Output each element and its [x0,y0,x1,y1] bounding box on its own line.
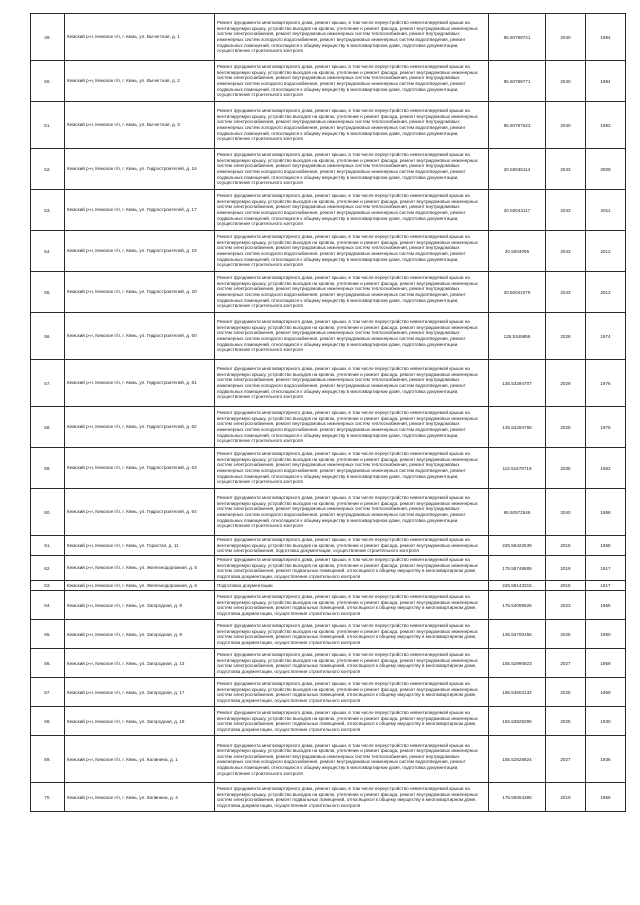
row-cost-value: 155.53828295 [489,707,546,736]
row-cost-value: 95.50572546 [489,489,546,536]
table-row [31,149,626,190]
row-cost-value: 135.53700255 [489,620,546,649]
table-row [31,707,626,736]
row-cost-value: 115.51678719 [489,448,546,489]
row-work-description: Ремонт фундамента многоквартирного дома, ремонт крыши, в том числе переустройство невентилируемой крыши на вентилируемую крышу, устройство выходов на кровлю, утепление и ремонт фасада, ремонт внутридомовых инженерных систем электроснабжения, ремонт внутридомовых инженерных систем теплоснабжения, ремонт внутридомовых инженерных систем холодного водоснабжения, ремонт внутридомовых инженерных систем водоотведения, ремонт подвальных помещений, относящихся к общему имуществу в многоквартирном доме, подготовка документации, осуществление строительного контроля [215,489,489,536]
row-build-year: 1976 [586,407,626,448]
row-address: Кемский р-н, Кемское г/п, г. Кемь, ул. Гидростроителей, д. 16 [65,149,215,190]
table-row [31,407,626,448]
row-number: 63. [31,581,65,591]
row-build-year: 2012 [586,272,626,313]
row-work-description: Ремонт фундамента многоквартирного дома, ремонт крыши, в том числе переустройство невентилируемой крыши на вентилируемую крышу, устройство выходов на кровлю, утепление и ремонт фасада, ремонт внутридомовых инженерных систем электроснабжения, ремонт внутридомовых инженерных систем теплоснабжения, ремонт внутридомовых инженерных систем холодного водоснабжения, ремонт внутридомовых инженерных систем водоотведения, ремонт подвальных помещений, относящихся к общему имуществу в многоквартирном доме, подготовка документации, осуществление строительного контроля [215,407,489,448]
table-row [31,620,626,649]
table-row [31,556,626,581]
row-build-year: 1988 [586,489,626,536]
row-work-description: Ремонт фундамента многоквартирного дома, ремонт крыши, в том числе переустройство невентилируемой крыши на вентилируемую крышу, устройство выходов на кровлю, утепление и ремонт фасада, ремонт внутридомовых инженерных систем электроснабжения, ремонт подвальных помещений, относящихся к общему имуществу в многоквартирном доме, подготовка документации, осуществление строительного контроля [215,678,489,707]
row-address: Кемский р-н, Кемское г/п, г. Кемь, ул. Вычегтная, д. 2 [65,61,215,102]
row-number: 56. [31,313,65,360]
row-planned-year: 2035 [546,448,586,489]
row-number: 59. [31,448,65,489]
row-number: 69. [31,736,65,783]
row-planned-year: 2029 [546,360,586,407]
table-row [31,231,626,272]
row-cost-value: 155.52628824 [489,736,546,783]
row-number: 49. [31,14,65,61]
row-number: 53. [31,190,65,231]
table-row [31,360,626,407]
row-work-description: Ремонт фундамента многоквартирного дома, ремонт крыши, в том числе переустройство невентилируемой крыши на вентилируемую крышу, устройство выходов на кровлю, утепление и ремонт фасада, ремонт внутридомовых инженерных систем электроснабжения, ремонт внутридомовых инженерных систем теплоснабжения, ремонт внутридомовых инженерных систем холодного водоснабжения, ремонт внутридомовых инженерных систем водоотведения, ремонт подвальных помещений, относящихся к общему имуществу в многоквартирном доме, подготовка документации, осуществление строительного контроля [215,102,489,149]
row-work-description: Ремонт фундамента многоквартирного дома, ремонт крыши, в том числе переустройство невентилируемой крыши на вентилируемую крышу, устройство выходов на кровлю, утепление и ремонт фасада, ремонт внутридомовых инженерных систем электроснабжения, подготовка документации, осуществление строительного контроля [215,536,489,556]
row-build-year: 1959 [586,678,626,707]
row-build-year: 1994 [586,14,626,61]
row-address: Кемский р-н, Кемское г/п, г. Кемь, ул. Загородная, д. 17 [65,678,215,707]
table-row [31,678,626,707]
row-address: Кемский р-н, Кемское г/п, г. Кемь, ул. Гидростроителей, д. 62 [65,407,215,448]
row-cost-value: 135.53294788 [489,407,546,448]
row-work-description: Ремонт фундамента многоквартирного дома, ремонт крыши, в том числе переустройство невентилируемой крыши на вентилируемую крышу, устройство выходов на кровлю, утепление и ремонт фасада, ремонт внутридомовых инженерных систем электроснабжения, ремонт подвальных помещений, относящихся к общему имуществу в многоквартирном доме, подготовка документации, осуществление строительного контроля [215,649,489,678]
row-work-description: Ремонт фундамента многоквартирного дома, ремонт крыши, в том числе переустройство невентилируемой крыши на вентилируемую крышу, устройство выходов на кровлю, утепление и ремонт фасада, ремонт внутридомовых инженерных систем электроснабжения, ремонт подвальных помещений, относящихся к общему имуществу в многоквартирном доме, подготовка документации, осуществление строительного контроля [215,556,489,581]
row-number: 57. [31,360,65,407]
row-work-description: Ремонт фундамента многоквартирного дома, ремонт крыши, в том числе переустройство невентилируемой крыши на вентилируемую крышу, устройство выходов на кровлю, утепление и ремонт фасада, ремонт внутридомовых инженерных систем электроснабжения, ремонт внутридомовых инженерных систем теплоснабжения, ремонт внутридомовых инженерных систем холодного водоснабжения, ремонт внутридомовых инженерных систем водоотведения, ремонт подвальных помещений, относящихся к общему имуществу в многоквартирном доме, подготовка документации, осуществление строительного контроля [215,272,489,313]
row-number: 54. [31,231,65,272]
row-planned-year: 2023 [546,591,586,620]
row-build-year: 1930 [586,707,626,736]
row-address: Кемский р-н, Кемское г/п, г. Кемь, ул. Гидростроителей, д. 60 [65,313,215,360]
row-address: Кемский р-н, Кемское г/п, г. Кемь, ул. Загородная, д. 13 [65,649,215,678]
row-planned-year: 2025 [546,620,586,649]
row-planned-year: 2027 [546,736,586,783]
row-address: Кемский р-н, Кемское г/п, г. Кемь, ул. Калинина, д. 4 [65,783,215,812]
table-row [31,591,626,620]
row-cost-value: 135.5349856 [489,313,546,360]
row-work-description: Ремонт фундамента многоквартирного дома, ремонт крыши, в том числе переустройство невентилируемой крыши на вентилируемую крышу, устройство выходов на кровлю, утепление и ремонт фасада, ремонт внутридомовых инженерных систем электроснабжения, ремонт внутридомовых инженерных систем теплоснабжения, ремонт внутридомовых инженерных систем холодного водоснабжения, ремонт внутридомовых инженерных систем водоотведения, ремонт подвальных помещений, относящихся к общему имуществу в многоквартирном доме, подготовка документации, осуществление строительного контроля [215,360,489,407]
row-address: Кемский р-н, Кемское г/п, г. Кемь, ул. Вычегтная, д. 3 [65,102,215,149]
row-cost-value: 95.50767523 [489,102,546,149]
row-build-year: 1992 [586,102,626,149]
row-build-year: 1982 [586,448,626,489]
row-planned-year: 2040 [546,489,586,536]
table-row [31,536,626,556]
row-planned-year: 2025 [546,707,586,736]
row-planned-year: 2016 [546,536,586,556]
row-work-description: Ремонт фундамента многоквартирного дома, ремонт крыши, в том числе переустройство невентилируемой крыши на вентилируемую крышу, устройство выходов на кровлю, утепление и ремонт фасада, ремонт внутридомовых инженерных систем электроснабжения, ремонт внутридомовых инженерных систем теплоснабжения, ремонт внутридомовых инженерных систем холодного водоснабжения, ремонт внутридомовых инженерных систем водоотведения, ремонт подвальных помещений, относящихся к общему имуществу в многоквартирном доме, подготовка документации, осуществление строительного контроля [215,231,489,272]
row-planned-year: 2043 [546,231,586,272]
row-planned-year: 2040 [546,14,586,61]
row-cost-value: 20.5004095 [489,231,546,272]
row-address: Кемский р-н, Кемское г/п, г. Кемь, ул. Железнодорожная, д. 5 [65,556,215,581]
row-number: 62. [31,556,65,581]
row-cost-value: 225.58143315 [489,581,546,591]
table-row [31,649,626,678]
row-work-description: Ремонт фундамента многоквартирного дома, ремонт крыши, в том числе переустройство невентилируемой крыши на вентилируемую крышу, устройство выходов на кровлю, утепление и ремонт фасада, ремонт внутридомовых инженерных систем электроснабжения, ремонт подвальных помещений, относящихся к общему имуществу в многоквартирном доме, подготовка документации, осуществление строительного контроля [215,707,489,736]
table-row [31,489,626,536]
row-cost-value: 175.54099626 [489,591,546,620]
row-address: Кемский р-н, Кемское г/п, г. Кемь, ул. Загородная, д. 19 [65,707,215,736]
row-build-year: 1936 [586,736,626,783]
row-build-year: 1965 [586,591,626,620]
row-address: Кемский р-н, Кемское г/п, г. Кемь, ул. Калинина, д. 1 [65,736,215,783]
table-row [31,61,626,102]
row-planned-year: 2043 [546,149,586,190]
row-build-year: 1994 [586,61,626,102]
row-work-description: Подготовка документации [215,581,489,591]
row-address: Кемский р-н, Кемское г/п, г. Кемь, ул. Гидростроителей, д. 64 [65,489,215,536]
table-row [31,272,626,313]
row-work-description: Ремонт фундамента многоквартирного дома, ремонт крыши, в том числе переустройство невентилируемой крыши на вентилируемую крышу, устройство выходов на кровлю, утепление и ремонт фасада, ремонт внутридомовых инженерных систем электроснабжения, ремонт подвальных помещений, относящихся к общему имуществу в многоквартирном доме, подготовка документации, осуществление строительного контроля [215,620,489,649]
row-number: 70. [31,783,65,812]
row-cost-value: 175.55064385 [489,783,546,812]
row-address: Кемский р-н, Кемское г/п, г. Кемь, ул. Гидростроителей, д. 18 [65,231,215,272]
row-build-year: 1917 [586,581,626,591]
row-build-year: 1958 [586,536,626,556]
table-row [31,190,626,231]
row-number: 60. [31,489,65,536]
row-cost-value: 185.53603132 [489,678,546,707]
row-planned-year: 2019 [546,783,586,812]
row-planned-year: 2043 [546,272,586,313]
table-row [31,14,626,61]
row-build-year: 1959 [586,649,626,678]
row-cost-value: 95.50769741 [489,14,546,61]
row-work-description: Ремонт фундамента многоквартирного дома, ремонт крыши, в том числе переустройство невентилируемой крыши на вентилируемую крышу, устройство выходов на кровлю, утепление и ремонт фасада, ремонт внутридомовых инженерных систем электроснабжения, ремонт внутридомовых инженерных систем теплоснабжения, ремонт внутридомовых инженерных систем холодного водоснабжения, ремонт внутридомовых инженерных систем водоотведения, ремонт подвальных помещений, относящихся к общему имуществу в многоквартирном доме, подготовка документации, осуществление строительного контроля [215,14,489,61]
row-number: 58. [31,407,65,448]
table-row [31,736,626,783]
row-build-year: 2012 [586,231,626,272]
row-address: Кемский р-н, Кемское г/п, г. Кемь, ул. Загородная, д. 9 [65,620,215,649]
row-address: Кемский р-н, Кемское г/п, г. Кемь, ул. Гористая, д. 11 [65,536,215,556]
row-work-description: Ремонт фундамента многоквартирного дома, ремонт крыши, в том числе переустройство невентилируемой крыши на вентилируемую крышу, устройство выходов на кровлю, утепление и ремонт фасада, ремонт внутридомовых инженерных систем электроснабжения, ремонт внутридомовых инженерных систем теплоснабжения, ремонт внутридомовых инженерных систем холодного водоснабжения, ремонт внутридомовых инженерных систем водоотведения, ремонт подвальных помещений, относящихся к общему имуществу в многоквартирном доме, подготовка документации, осуществление строительного контроля [215,149,489,190]
row-planned-year: 2028 [546,407,586,448]
row-cost-value: 20.50043117 [489,190,546,231]
row-number: 55. [31,272,65,313]
row-number: 67. [31,678,65,707]
row-build-year: 1917 [586,556,626,581]
row-number: 68. [31,707,65,736]
row-work-description: Ремонт фундамента многоквартирного дома, ремонт крыши, в том числе переустройство невентилируемой крыши на вентилируемую крышу, устройство выходов на кровлю, утепление и ремонт фасада, ремонт внутридомовых инженерных систем электроснабжения, ремонт подвальных помещений, относящихся к общему имуществу в многоквартирном доме, подготовка документации, осуществление строительного контроля [215,783,489,812]
row-planned-year: 2028 [546,313,586,360]
row-number: 61. [31,536,65,556]
row-build-year: 1980 [586,620,626,649]
table-row [31,313,626,360]
row-planned-year: 2019 [546,556,586,581]
row-address: Кемский р-н, Кемское г/п, г. Кемь, ул. Гидростроителей, д. 20 [65,272,215,313]
row-address: Кемский р-н, Кемское г/п, г. Кемь, ул. Гидростроителей, д. 17 [65,190,215,231]
row-cost-value: 95.50769771 [489,61,546,102]
row-work-description: Ремонт фундамента многоквартирного дома, ремонт крыши, в том числе переустройство невентилируемой крыши на вентилируемую крышу, устройство выходов на кровлю, утепление и ремонт фасада, ремонт внутридомовых инженерных систем электроснабжения, ремонт внутридомовых инженерных систем теплоснабжения, ремонт внутридомовых инженерных систем холодного водоснабжения, ремонт внутридомовых инженерных систем водоотведения, ремонт подвальных помещений, относящихся к общему имуществу в многоквартирном доме, подготовка документации, осуществление строительного контроля [215,313,489,360]
row-work-description: Ремонт фундамента многоквартирного дома, ремонт крыши, в том числе переустройство невентилируемой крыши на вентилируемую крышу, устройство выходов на кровлю, утепление и ремонт фасада, ремонт внутридомовых инженерных систем электроснабжения, ремонт подвальных помещений, относящихся к общему имуществу в многоквартирном доме, подготовка документации, осуществление строительного контроля [215,591,489,620]
row-number: 50. [31,61,65,102]
row-address: Кемский р-н, Кемское г/п, г. Кемь, ул. Гидростроителей, д. 63 [65,448,215,489]
row-work-description: Ремонт фундамента многоквартирного дома, ремонт крыши, в том числе переустройство невентилируемой крыши на вентилируемую крышу, устройство выходов на кровлю, утепление и ремонт фасада, ремонт внутридомовых инженерных систем электроснабжения, ремонт внутридомовых инженерных систем теплоснабжения, ремонт внутридомовых инженерных систем холодного водоснабжения, ремонт внутридомовых инженерных систем водоотведения, ремонт подвальных помещений, относящихся к общему имуществу в многоквартирном доме, подготовка документации, осуществление строительного контроля [215,61,489,102]
row-planned-year: 2040 [546,102,586,149]
row-planned-year: 2016 [546,581,586,591]
row-planned-year: 2040 [546,61,586,102]
row-cost-value: 20.50041079 [489,272,546,313]
row-address: Кемский р-н, Кемское г/п, г. Кемь, ул. Железнодорожная, д. 6 [65,581,215,591]
row-cost-value: 225.56422539 [489,536,546,556]
row-address: Кемский р-н, Кемское г/п, г. Кемь, ул. Вычегтная, д. 1 [65,14,215,61]
row-number: 64. [31,591,65,620]
row-build-year: 2009 [586,149,626,190]
row-number: 51. [31,102,65,149]
row-number: 66. [31,649,65,678]
table-body [31,14,626,812]
row-cost-value: 20.50045114 [489,149,546,190]
row-planned-year: 2025 [546,678,586,707]
table-row [31,783,626,812]
table-row [31,581,626,591]
row-work-description: Ремонт фундамента многоквартирного дома, ремонт крыши, в том числе переустройство невентилируемой крыши на вентилируемую крышу, устройство выходов на кровлю, утепление и ремонт фасада, ремонт внутридомовых инженерных систем электроснабжения, ремонт внутридомовых инженерных систем теплоснабжения, ремонт внутридомовых инженерных систем холодного водоснабжения, ремонт внутридомовых инженерных систем водоотведения, ремонт подвальных помещений, относящихся к общему имуществу в многоквартирном доме, подготовка документации, осуществление строительного контроля [215,448,489,489]
row-work-description: Ремонт фундамента многоквартирного дома, ремонт крыши, в том числе переустройство невентилируемой крыши на вентилируемую крышу, устройство выходов на кровлю, утепление и ремонт фасада, ремонт внутридомовых инженерных систем электроснабжения, ремонт внутридомовых инженерных систем теплоснабжения, ремонт внутридомовых инженерных систем холодного водоснабжения, ремонт внутридомовых инженерных систем водоотведения, ремонт подвальных помещений, относящихся к общему имуществу в многоквартирном доме, подготовка документации, осуществление строительного контроля [215,736,489,783]
table-row [31,102,626,149]
row-cost-value: 135.53294707 [489,360,546,407]
capital-repair-table [30,13,626,812]
row-planned-year: 2027 [546,649,586,678]
row-build-year: 2011 [586,190,626,231]
row-address: Кемский р-н, Кемское г/п, г. Кемь, ул. Гидростроителей, д. 61 [65,360,215,407]
row-planned-year: 2043 [546,190,586,231]
row-number: 52. [31,149,65,190]
row-cost-value: 175.55749889 [489,556,546,581]
row-build-year: 1974 [586,313,626,360]
row-cost-value: 155.52990823 [489,649,546,678]
row-work-description: Ремонт фундамента многоквартирного дома, ремонт крыши, в том числе переустройство невентилируемой крыши на вентилируемую крышу, устройство выходов на кровлю, утепление и ремонт фасада, ремонт внутридомовых инженерных систем электроснабжения, ремонт внутридомовых инженерных систем теплоснабжения, ремонт внутридомовых инженерных систем холодного водоснабжения, ремонт внутридомовых инженерных систем водоотведения, ремонт подвальных помещений, относящихся к общему имуществу в многоквартирном доме, подготовка документации, осуществление строительного контроля [215,190,489,231]
row-build-year: 1956 [586,783,626,812]
row-build-year: 1976 [586,360,626,407]
row-number: 65. [31,620,65,649]
row-address: Кемский р-н, Кемское г/п, г. Кемь, ул. Загородная, д. 8 [65,591,215,620]
table-row [31,448,626,489]
